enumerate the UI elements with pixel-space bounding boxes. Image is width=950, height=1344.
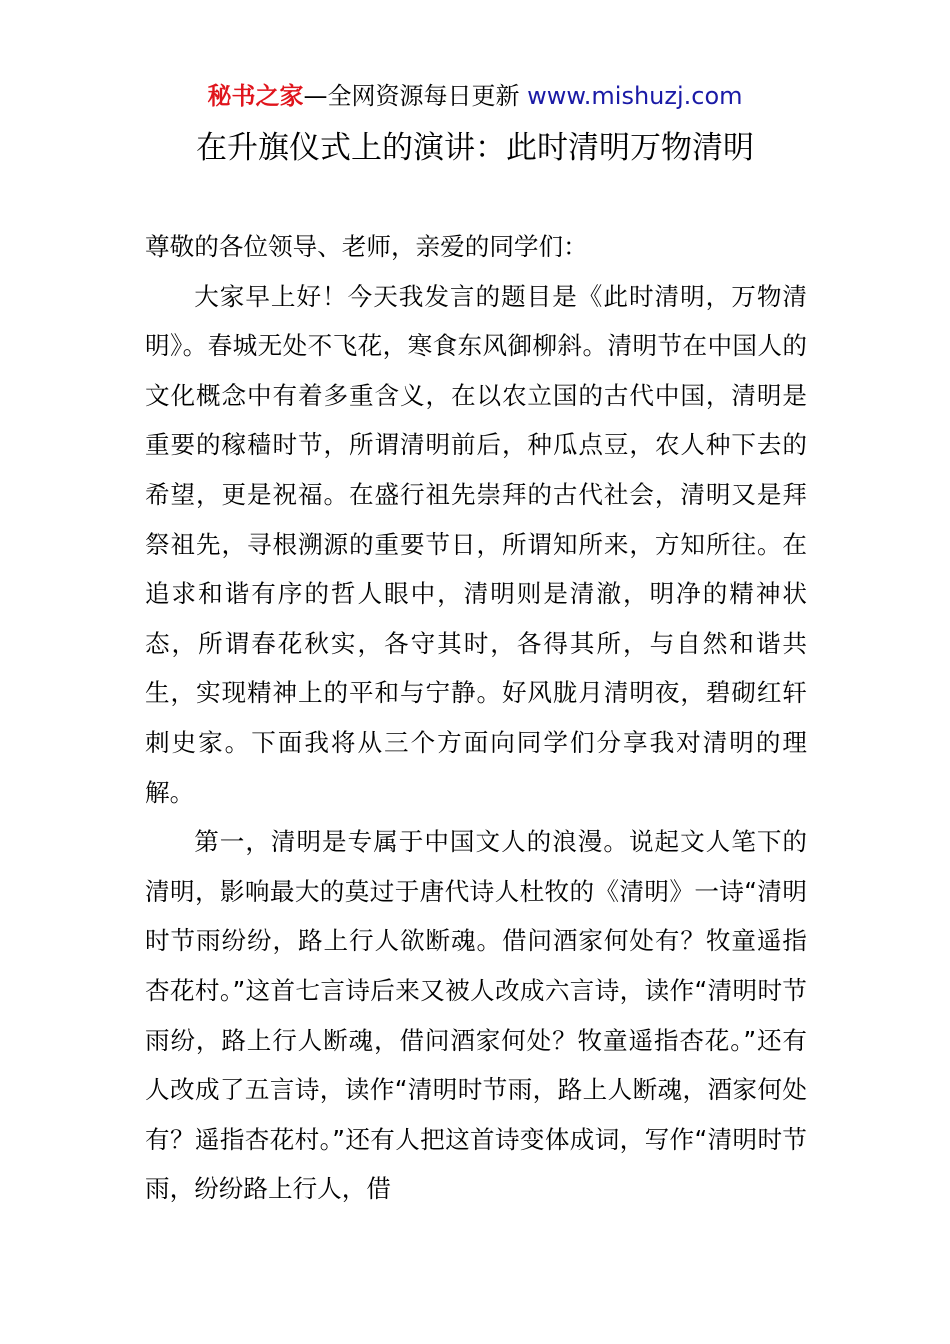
salutation: 尊敬的各位领导、老师，亲爱的同学们： [145, 232, 588, 261]
site-url[interactable]: www.mishuzj.com [527, 82, 743, 110]
site-slogan: —全网资源每日更新 [303, 82, 520, 110]
document-title: 在升旗仪式上的演讲：此时清明万物清明 [196, 130, 754, 166]
site-header [0, 78, 950, 114]
paragraph-2: 第一，清明是专属于中国文人的浪漫。说起文人笔下的清明，影响最大的莫过于唐代诗人杜牧的《清明》一诗“清明时节雨纷纷，路上行人欲断魂。借问酒家何处有？牧童遥指杏花村。”这首七言诗后来又被人改成六言诗，读作“清明时节雨纷，路上行人断魂，借问酒家何处？牧童遥指杏花。”还有人改成了五言诗，读作“清明时节雨，路上人断魂，酒家何处有？遥指杏花村。”还有人把这首诗变体成词，写作“清明时节雨，纷纷路上行人，借 [145, 827, 807, 1204]
document-body [145, 222, 807, 1214]
site-brand: 秘书之家 [207, 82, 304, 110]
paragraph-1: 大家早上好！今天我发言的题目是《此时清明，万物清明》。春城无处不飞花，寒食东风御柳斜。清明节在中国人的文化概念中有着多重含义，在以农立国的古代中国，清明是重要的稼穑时节，所谓清明前后，种瓜点豆，农人种下去的希望，更是祝福。在盛行祖先崇拜的古代社会，清明又是拜祭祖先，寻根溯源的重要节日，所谓知所来，方知所往。在追求和谐有序的哲人眼中，清明则是清澈，明净的精神状态，所谓春花秋实，各守其时，各得其所，与自然和谐共生，实现精神上的平和与宁静。好风胧月清明夜，碧砌红轩刺史家。下面我将从三个方面向同学们分享我对清明的理解。 [145, 281, 807, 807]
